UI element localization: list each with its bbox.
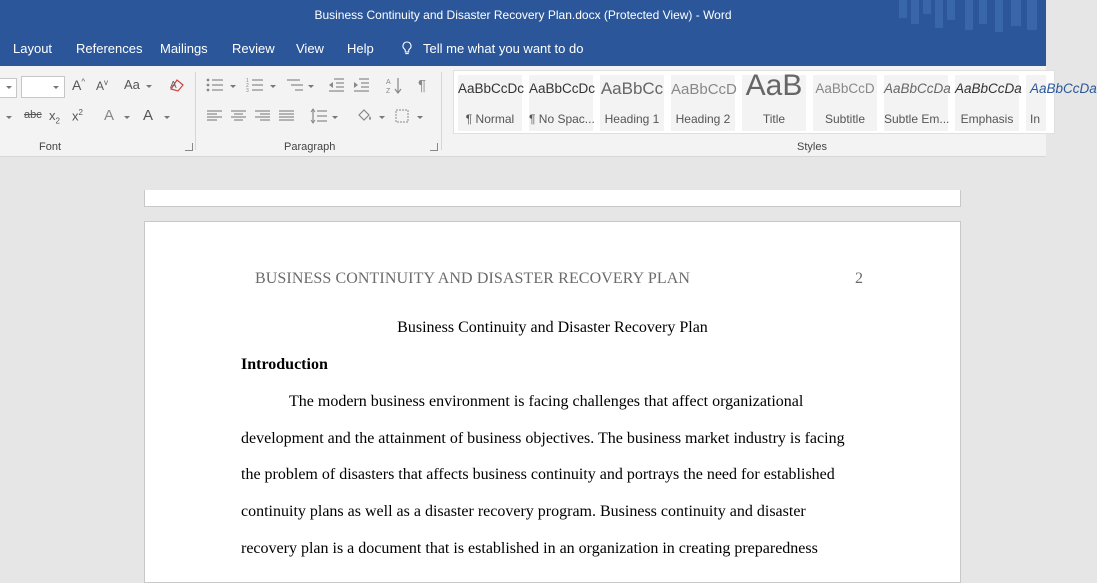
document-title: Business Continuity and Disaster Recovery Plan [397,319,708,336]
font-dialog-launcher[interactable] [185,143,193,151]
borders-icon[interactable] [395,109,409,123]
style-heading-1[interactable]: AaBbCc Heading 1 [600,75,664,131]
tell-me-search[interactable] [401,41,583,56]
lightbulb-icon [401,41,413,55]
tell-me-label: Tell me what you want to do [423,41,584,56]
ribbon-tab-bar [0,32,1046,66]
tab-help[interactable]: Help [347,41,374,56]
paragraph-dialog-launcher[interactable] [430,143,438,151]
paragraph-line: recovery plan is a document that is established in an organization in creating preparedness [241,540,818,557]
increase-indent-icon[interactable] [353,78,370,92]
sort-icon[interactable] [386,76,402,94]
change-case-dropdown-icon [146,85,152,88]
shading-icon[interactable] [356,107,374,123]
svg-text:Z: Z [386,88,391,95]
strikethrough-button[interactable]: abc [24,109,42,121]
title-bar [0,0,1046,32]
align-center-icon[interactable] [231,110,247,122]
bullets-dropdown-icon [230,85,236,88]
style-normal[interactable]: AaBbCcDc ¶ Normal [458,75,522,131]
style-subtitle[interactable]: AaBbCcD Subtitle [813,75,877,131]
text-effects-button[interactable]: A [104,107,115,124]
shrink-font-button[interactable]: $A^v$ [96,78,109,93]
section-heading: Introduction [241,356,328,373]
bullets-icon[interactable] [206,78,224,92]
font-color-dropdown-icon [164,116,170,119]
title-bar-pattern-graphic [895,0,1046,32]
subscript-button[interactable]: $x_2$ [49,108,60,126]
svg-text:A: A [170,80,177,91]
show-formatting-marks-icon[interactable]: ¶ [418,77,427,94]
style-title[interactable]: AaB Title [742,75,806,131]
font-group-label: Font [39,141,62,153]
paragraph-line: the problem of disasters that affects business continuity and portrays the need for established [241,466,835,483]
page-number: 2 [855,270,863,287]
font-color-button[interactable]: A [143,107,154,124]
svg-text:A: A [386,79,391,86]
svg-text:3: 3 [246,88,249,94]
numbering-icon[interactable] [246,78,264,92]
tab-layout[interactable]: Layout [13,41,53,56]
paragraph-group-label: Paragraph [284,141,336,153]
superscript-button[interactable]: $x^2$ [72,108,83,124]
align-right-icon[interactable] [255,110,271,122]
style-subtle-emphasis[interactable]: AaBbCcDa Subtle Em... [884,75,948,131]
style-intense-emphasis[interactable]: AaBbCcDa In [1026,75,1046,131]
document-page[interactable] [144,221,961,583]
shading-dropdown-icon [379,116,385,119]
borders-dropdown-icon [417,116,423,119]
font-row2-dropdown-icon [6,116,12,119]
tab-references[interactable]: References [76,41,143,56]
paragraph-line: The modern business environment is facing challenges that affect organizational [289,393,804,410]
window-title: Business Continuity and Disaster Recovery Plan.docx (Protected View) - Word [314,8,732,22]
svg-text:1: 1 [246,78,249,84]
multilevel-dropdown-icon [308,85,314,88]
decrease-indent-icon[interactable] [328,78,345,92]
text-effects-dropdown-icon [124,116,130,119]
change-case-button[interactable]: Aa [124,77,140,92]
style-no-spacing[interactable]: AaBbCcDc ¶ No Spac... [529,75,593,131]
numbering-dropdown-icon [270,85,276,88]
font-name-dropdown-icon [6,86,12,89]
styles-group-label: Styles [797,141,827,153]
tab-view[interactable]: View [296,41,324,56]
multilevel-list-icon[interactable] [286,78,304,92]
paragraph-line: continuity plans as well as a disaster recovery program. Business continuity and disaster [241,503,806,520]
tab-mailings[interactable]: Mailings [160,41,208,56]
line-spacing-icon[interactable] [310,108,328,124]
group-separator [441,72,442,150]
style-emphasis[interactable]: AaBbCcDa Emphasis [955,75,1019,131]
justify-icon[interactable] [279,110,295,122]
clear-formatting-icon[interactable] [168,77,186,93]
ribbon [0,66,1097,157]
previous-page-bottom [144,190,961,207]
align-left-icon[interactable] [207,110,223,122]
running-head: BUSINESS CONTINUITY AND DISASTER RECOVERY PLAN [255,270,690,287]
styles-gallery [453,69,1097,134]
paragraph-line: development and the attainment of business objectives. The business market industry is facing [241,430,845,447]
svg-text:2: 2 [246,83,249,89]
font-size-dropdown-icon [53,86,59,89]
style-heading-2[interactable]: AaBbCcD Heading 2 [671,75,735,131]
grow-font-button[interactable]: A^ [72,77,86,93]
group-separator [195,72,196,150]
line-spacing-dropdown-icon [332,116,338,119]
tab-review[interactable]: Review [232,41,275,56]
